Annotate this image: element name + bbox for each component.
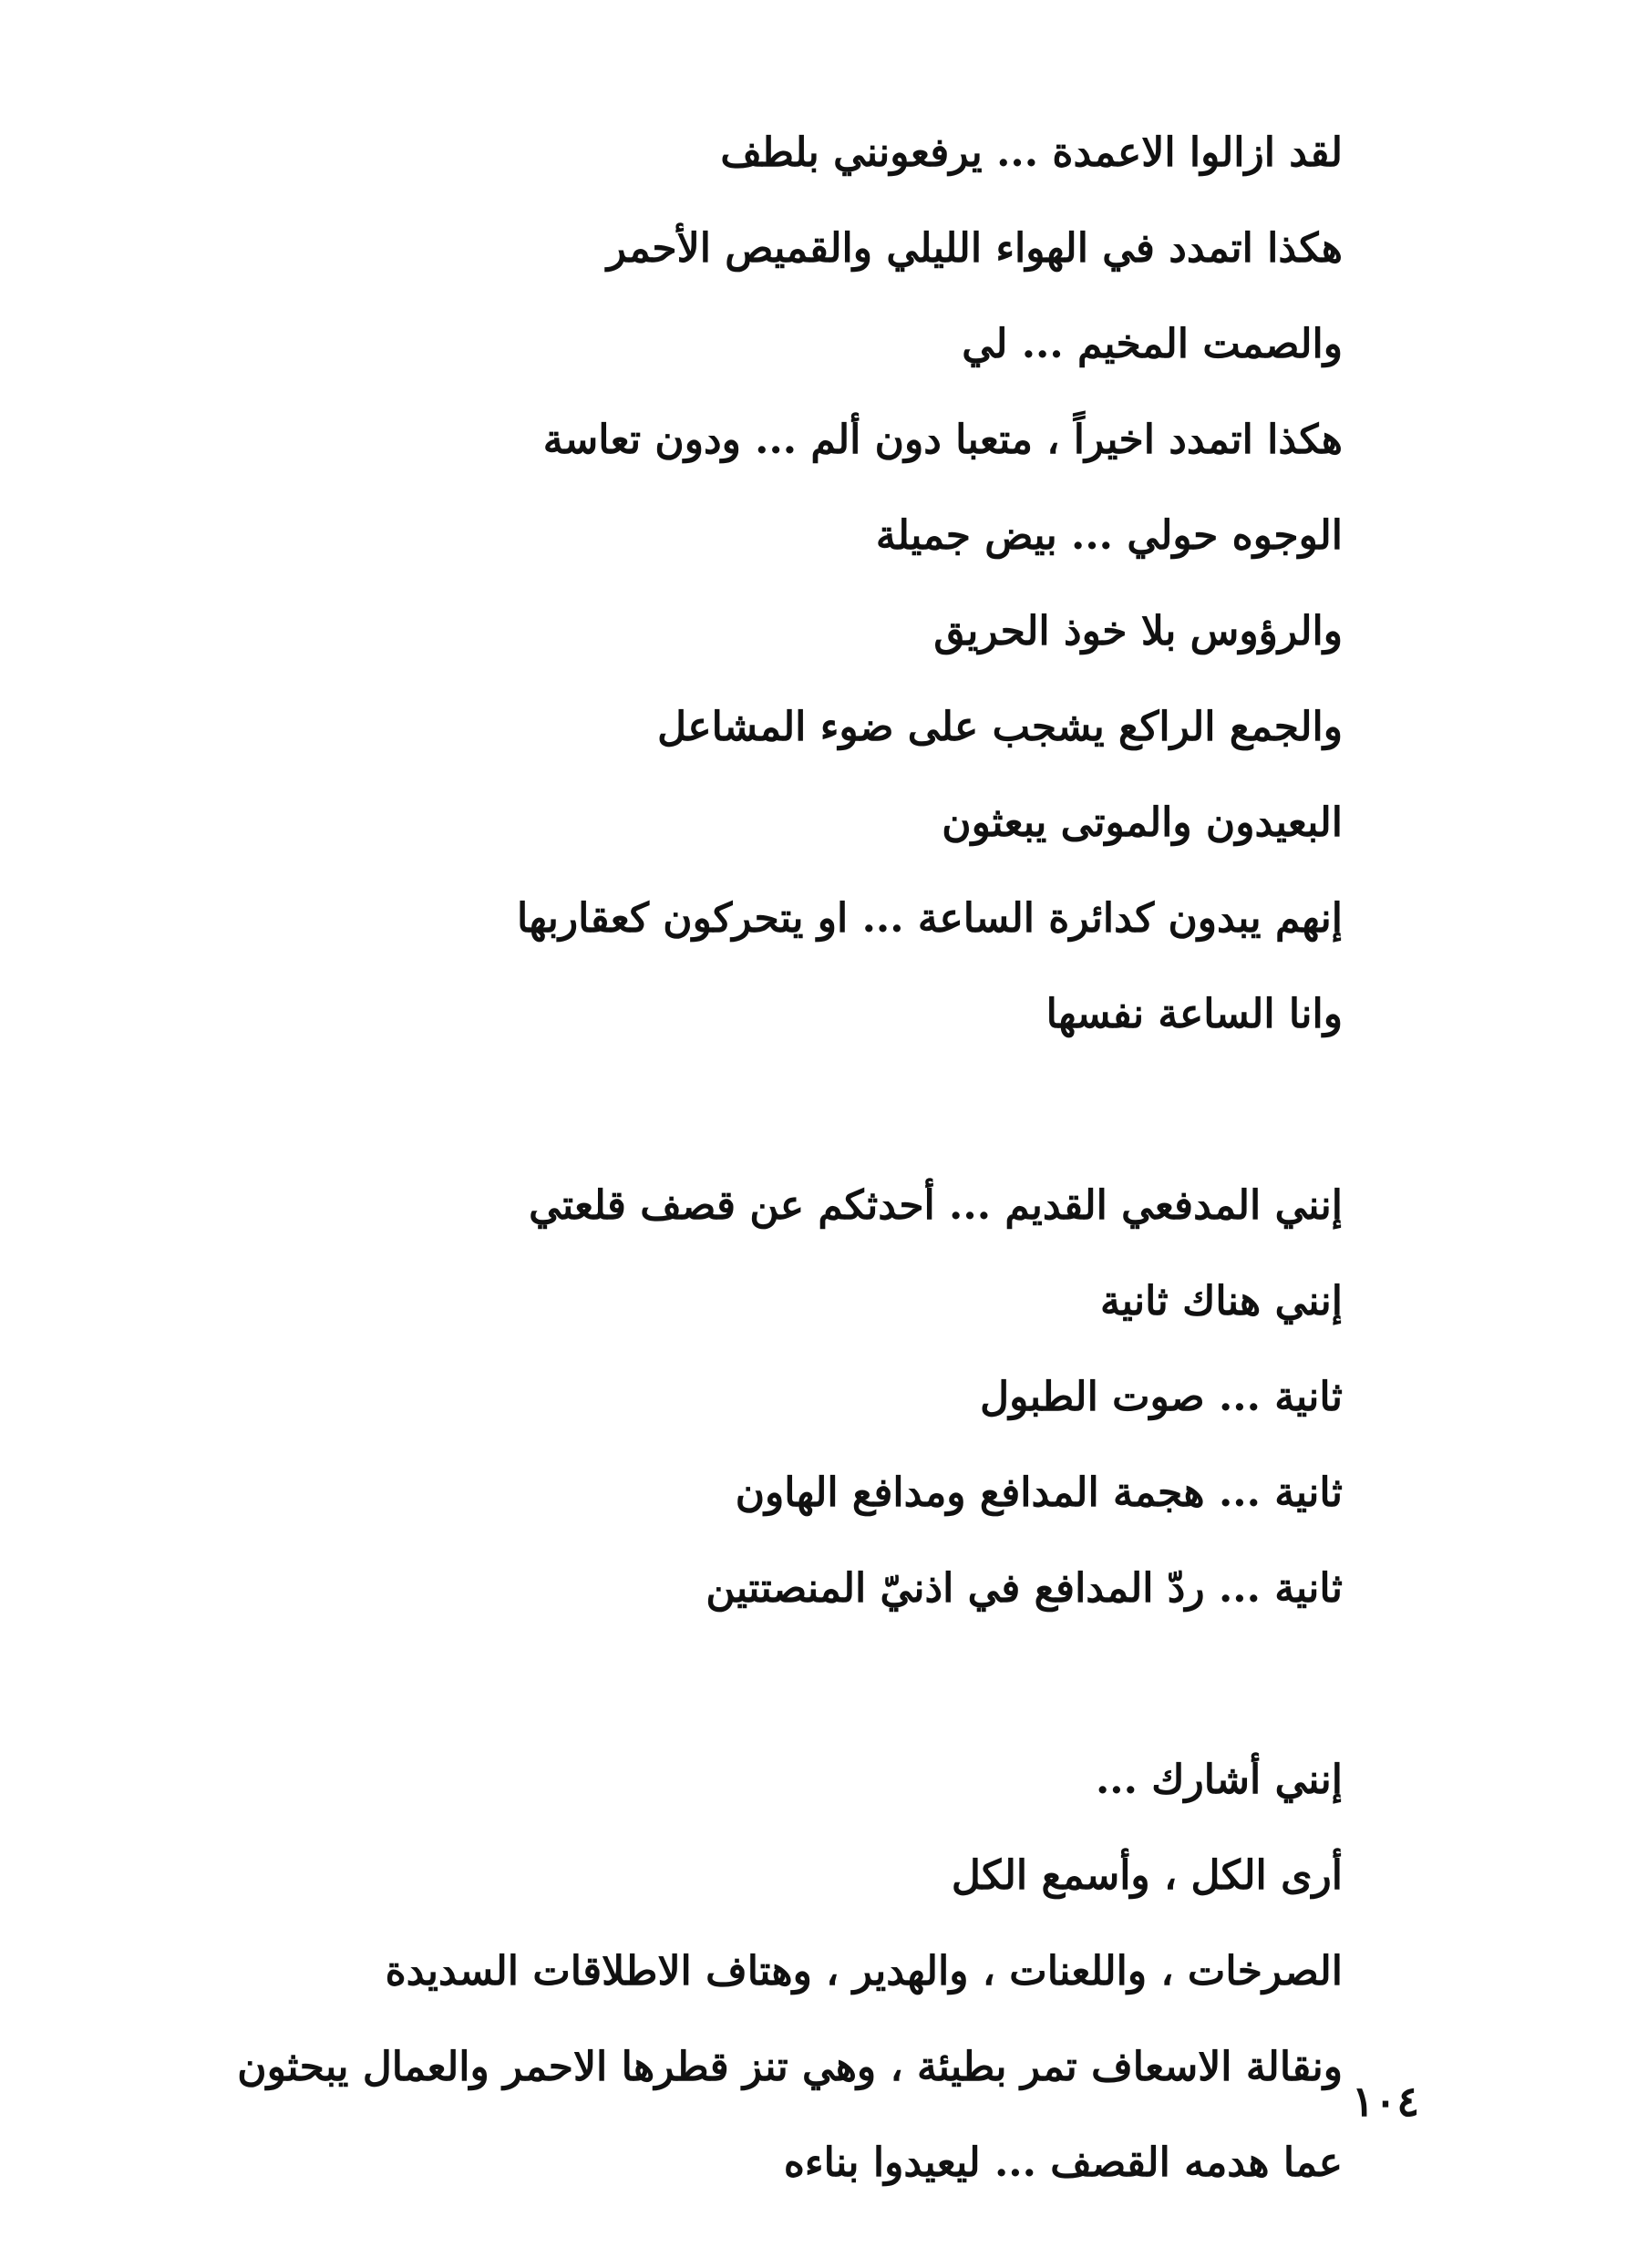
stanza-3 [158, 1732, 1343, 2211]
poem-line: والجمع الراكع يشجب على ضوء المشاعل [657, 704, 1343, 750]
poem-text [158, 105, 1343, 2211]
poem-line: وانا الساعة نفسها [1045, 991, 1343, 1037]
poem-line: إنني المدفعي القديم ... أحدثكم عن قصف قلعتي [529, 1182, 1343, 1229]
poem-line: والصمت المخيم ... لي [962, 321, 1343, 367]
stanza-2 [158, 1158, 1343, 1636]
poem-line: الصرخات ، واللعنات ، والهدير ، وهتاف الاطلاقات السديدة [385, 1948, 1343, 1995]
poem-line: الوجوه حولي ... بيض جميلة [875, 512, 1343, 559]
stanza-1 [158, 105, 1343, 1062]
poem-line: ثانية ... ردّ المدافع في اذنيّ المنصتتين [706, 1565, 1343, 1612]
poem-line: ونقالة الاسعاف تمر بطيئة ، وهي تنز قطرها الاحمر والعمال يبحثون [237, 2044, 1343, 2090]
poem-line: هكذا اتمدد اخيراً ، متعبا دون ألم ... ودون تعاسة [542, 417, 1343, 463]
poem-line: إنني هناك ثانية [1100, 1278, 1343, 1325]
poem-line: ثانية ... صوت الطبول [980, 1374, 1343, 1420]
poem-line: هكذا اتمدد في الهواء الليلي والقميص الأحمر [606, 225, 1343, 272]
poem-line: لقد ازالوا الاعمدة ... يرفعونني بلطف [720, 129, 1343, 176]
poem-line: ثانية ... هجمة المدافع ومدافع الهاون [735, 1469, 1343, 1516]
poem-line: إنني أشارك ... [1095, 1757, 1343, 1803]
page-number: ١٠٤ [1351, 2077, 1420, 2126]
poem-line: البعيدون والموتى يبعثون [942, 799, 1343, 846]
poem-line: أرى الكل ، وأسمع الكل [951, 1852, 1343, 1899]
poem-line: والرؤوس بلا خوذ الحريق [933, 608, 1343, 655]
poem-line: عما هدمه القصف ... ليعيدوا بناءه [783, 2139, 1343, 2186]
poem-line: إنهم يبدون كدائرة الساعة ... او يتحركون كعقاربها [516, 895, 1343, 942]
